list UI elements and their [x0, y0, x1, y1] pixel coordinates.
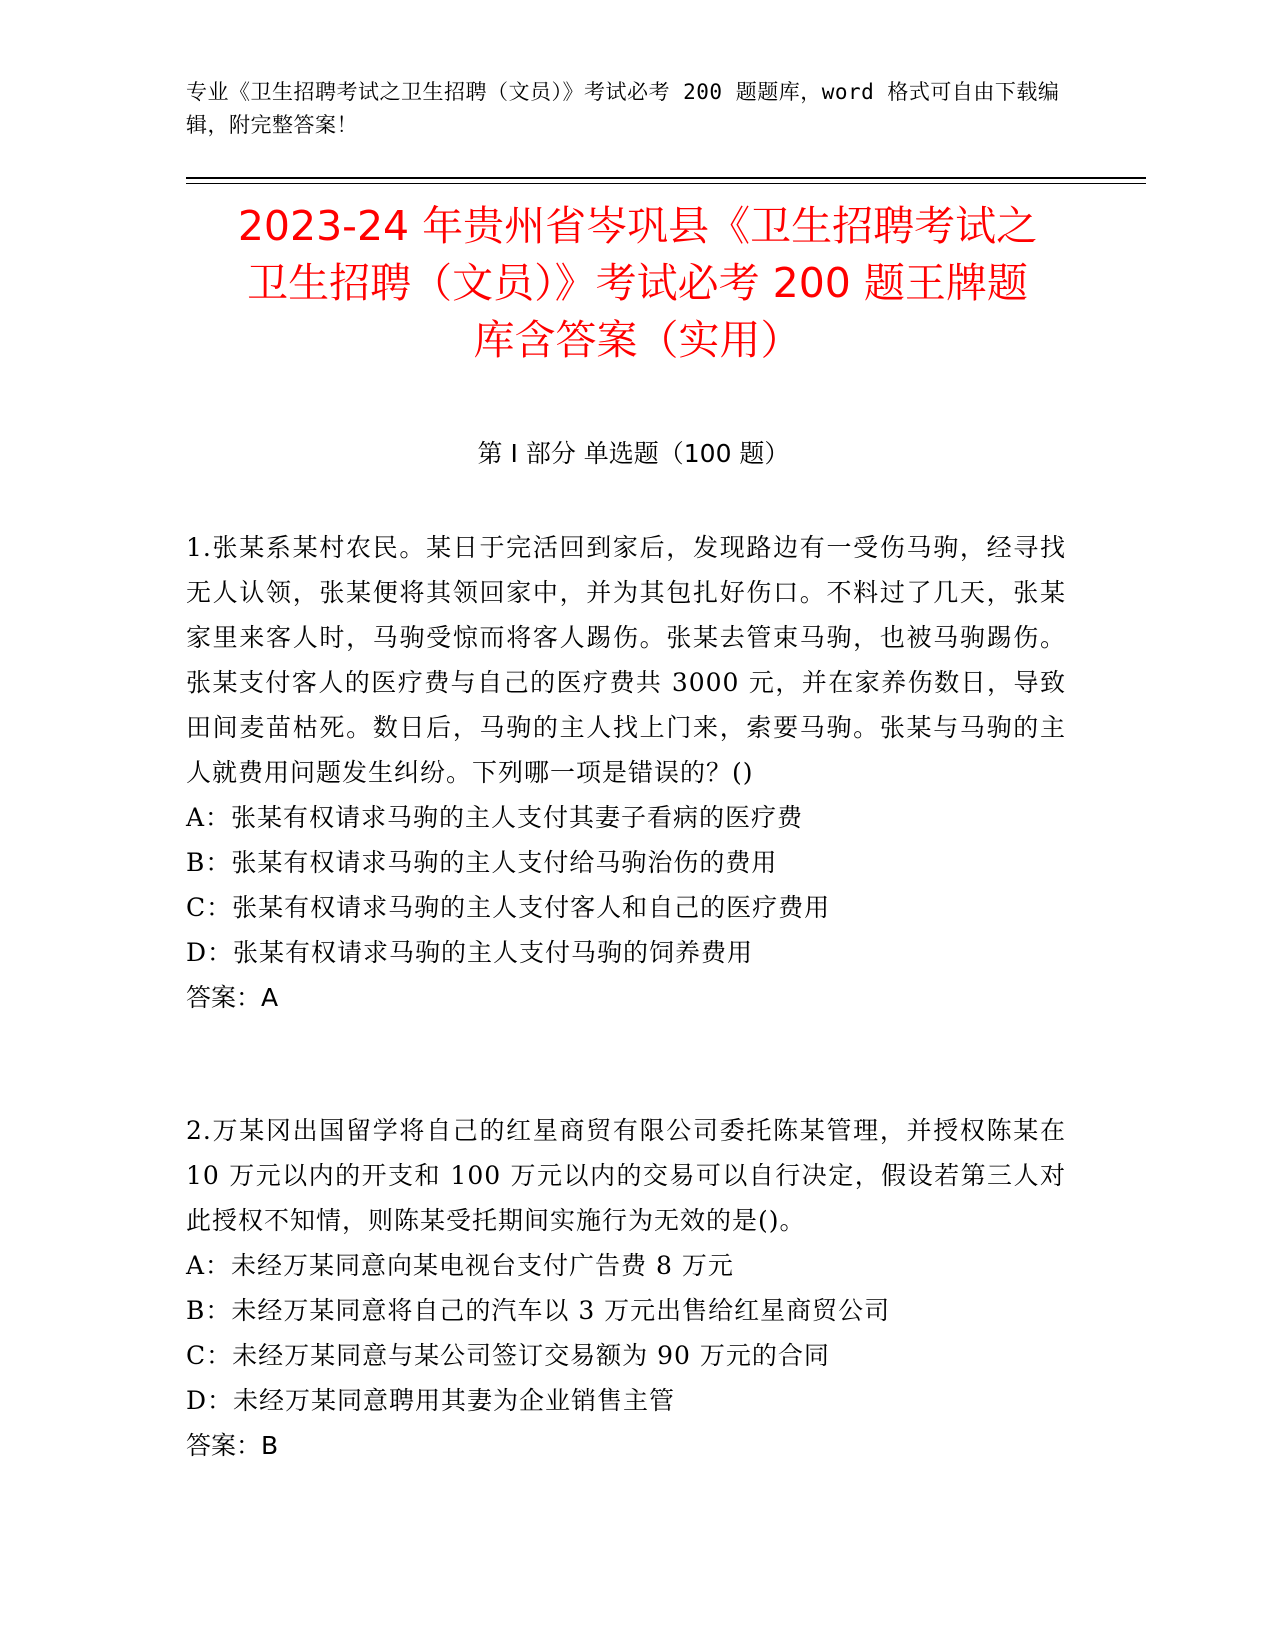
- option-c: C：未经万某同意与某公司签订交易额为 90 万元的合同: [186, 1341, 830, 1370]
- header-note: 专业《卫生招聘考试之卫生招聘（文员）》考试必考 200 题题库，word 格式可自由下载编辑，附完整答案！: [186, 80, 1060, 137]
- document-title: [160, 198, 1115, 369]
- option-c: C：张某有权请求马驹的主人支付客人和自己的医疗费用: [186, 893, 831, 922]
- option-d: D：未经万某同意聘用其妻为企业销售主管: [186, 1386, 676, 1415]
- header-rule-thick: [186, 177, 1146, 179]
- title-line-2: 卫生招聘（文员）》考试必考 200 题王牌题: [247, 259, 1028, 307]
- question-2: [186, 1108, 1066, 1468]
- option-a: A：张某有权请求马驹的主人支付其妻子看病的医疗费: [186, 803, 804, 832]
- header-rule-thin: [186, 183, 1146, 184]
- option-b: B：张某有权请求马驹的主人支付给马驹治伤的费用: [186, 848, 778, 877]
- answer: 答案：B: [186, 1431, 279, 1460]
- question-1: [186, 525, 1066, 1020]
- answer: 答案：A: [186, 983, 279, 1012]
- option-a: A：未经万某同意向某电视台支付广告费 8 万元: [186, 1251, 734, 1280]
- title-line-1: 2023-24 年贵州省岑巩县《卫生招聘考试之: [237, 202, 1038, 250]
- question-stem: 2.万某冈出国留学将自己的红星商贸有限公司委托陈某管理，并授权陈某在 10 万元以内的开支和 100 万元以内的交易可以自行决定，假设若第三人对此授权不知情，则陈某受托期间实施行为无效的是()。: [186, 1116, 1066, 1235]
- section-heading: 第 I 部分 单选题（100 题）: [477, 439, 790, 468]
- option-b: B：未经万某同意将自己的汽车以 3 万元出售给红星商贸公司: [186, 1296, 891, 1325]
- question-stem: 1.张某系某村农民。某日于完活回到家后，发现路边有一受伤马驹，经寻找无人认领，张某便将其领回家中，并为其包扎好伤口。不料过了几天，张某家里来客人时，马驹受惊而将客人踢伤。张某去管束马驹，也被马驹踢伤。张某支付客人的医疗费与自己的医疗费共 3000 元，并在家养伤数日，导致田间麦苗枯死。数日后，马驹的主人找上门来，索要马驹。张某与马驹的主人就费用问题发生纠纷。下列哪一项是错误的？(): [186, 533, 1066, 787]
- option-d: D：张某有权请求马驹的主人支付马驹的饲养费用: [186, 938, 754, 967]
- title-line-3: 库含答案（实用）: [473, 316, 802, 364]
